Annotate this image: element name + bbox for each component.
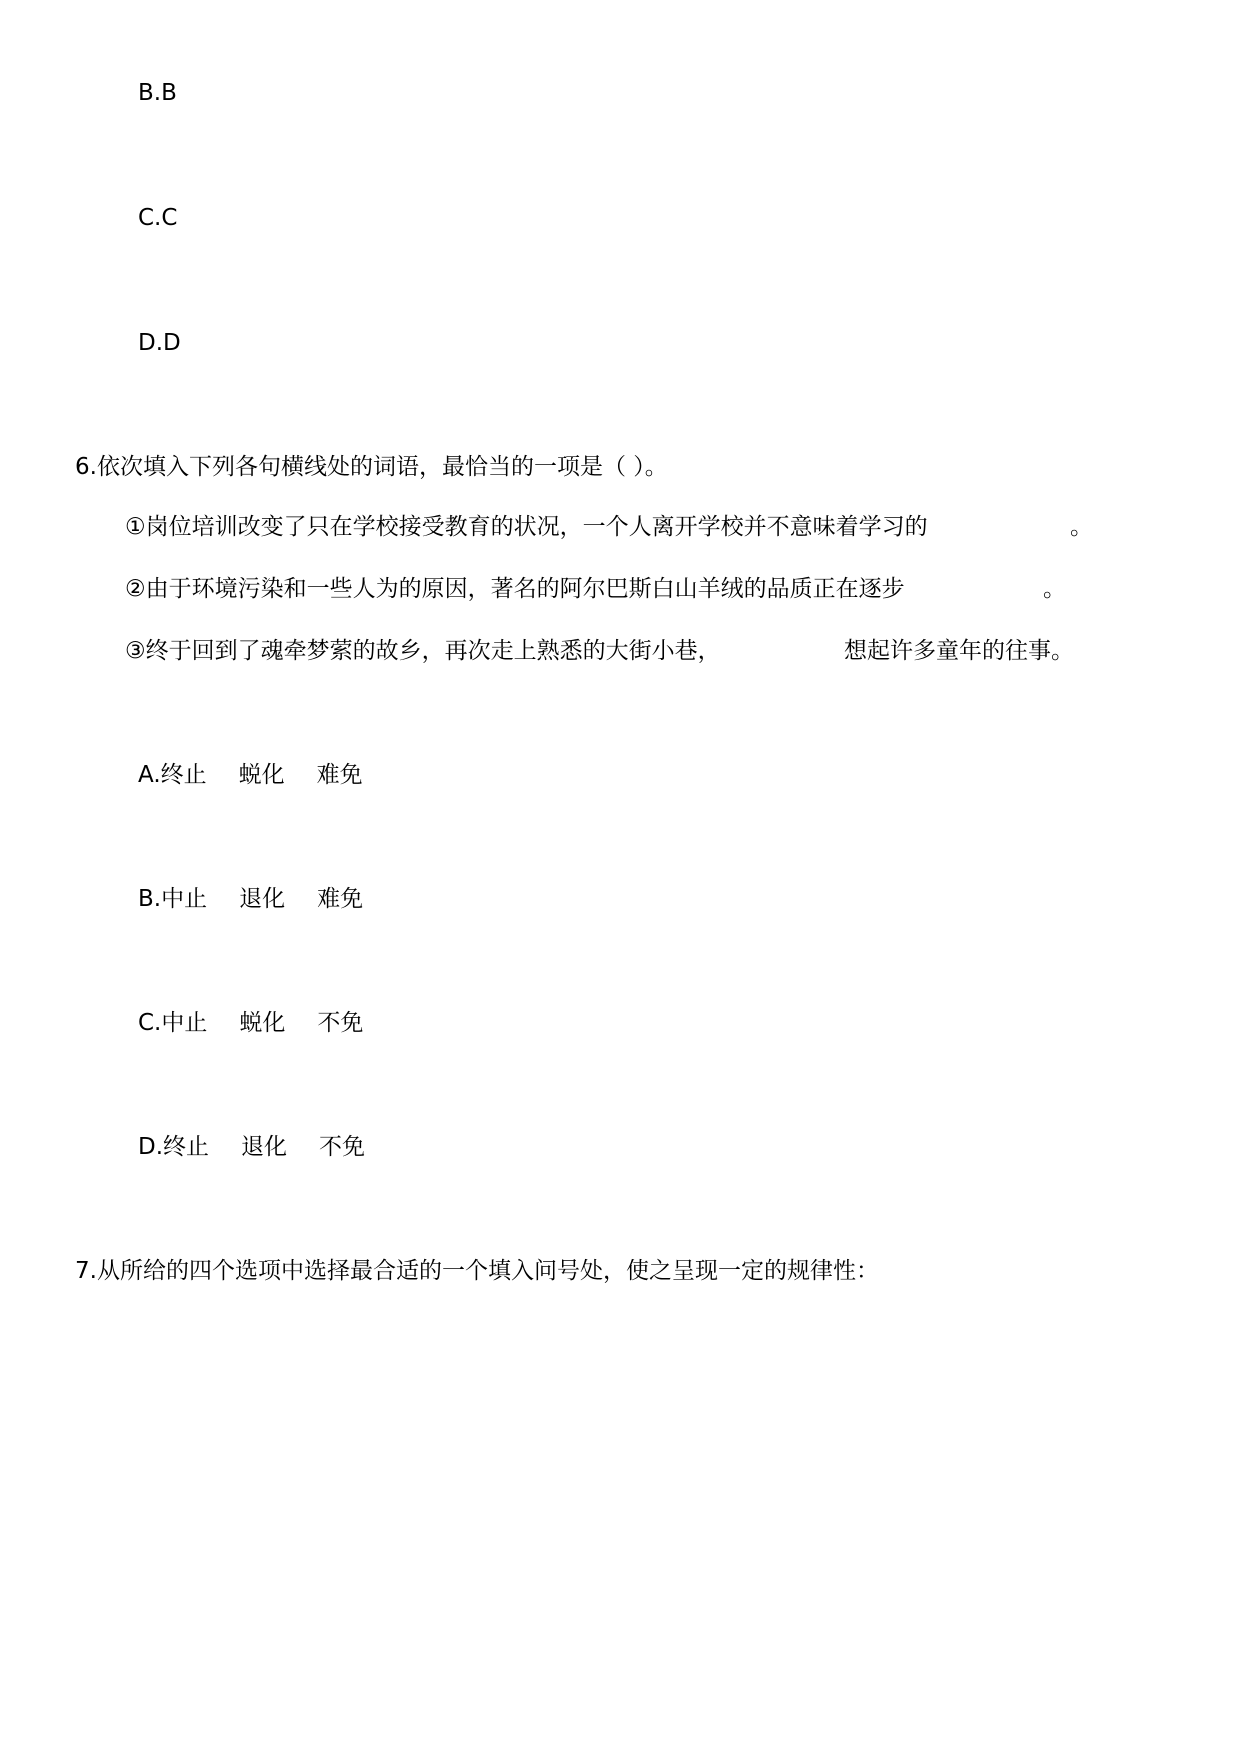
prev-option-c: C.C bbox=[138, 205, 178, 231]
option-d-word-3: 不免 bbox=[319, 1134, 366, 1160]
question-6-sentence-1 bbox=[125, 512, 1093, 542]
sentence-3-text: ③终于回到了魂牵梦萦的故乡，再次走上熟悉的大街小巷， bbox=[125, 638, 721, 664]
option-b-word-1: 中止 bbox=[161, 886, 208, 912]
option-a-word-3: 难免 bbox=[316, 762, 363, 788]
option-c-letter: C. bbox=[138, 1010, 162, 1036]
option-d-letter: D. bbox=[138, 1134, 164, 1160]
question-6-option-a bbox=[138, 760, 363, 790]
question-6-option-d bbox=[138, 1132, 365, 1162]
sentence-3-ending: 想起许多童年的往事。 bbox=[844, 638, 1074, 664]
sentence-2-text: ②由于环境污染和一些人为的原因，著名的阿尔巴斯白山羊绒的品质正在逐步 bbox=[125, 576, 905, 602]
sentence-1-text: ①岗位培训改变了只在学校接受教育的状况，一个人离开学校并不意味着学习的 bbox=[125, 514, 928, 540]
option-b-word-3: 难免 bbox=[317, 886, 364, 912]
option-b-letter: B. bbox=[138, 886, 162, 912]
option-d-word-2: 退化 bbox=[241, 1134, 288, 1160]
option-c-word-3: 不免 bbox=[317, 1010, 364, 1036]
option-a-letter: A. bbox=[138, 762, 161, 788]
sentence-2-ending: 。 bbox=[1043, 576, 1066, 602]
question-6-stem: 6.依次填入下列各句横线处的词语，最恰当的一项是（ ）。 bbox=[75, 454, 668, 480]
option-a-word-1: 终止 bbox=[160, 762, 207, 788]
question-6-option-c bbox=[138, 1008, 363, 1038]
question-7-stem: 7.从所给的四个选项中选择最合适的一个填入问号处，使之呈现一定的规律性： bbox=[75, 1258, 879, 1284]
sentence-1-ending: 。 bbox=[1070, 514, 1093, 540]
prev-option-b: B.B bbox=[138, 80, 177, 106]
prev-option-d: D.D bbox=[138, 330, 181, 356]
question-6-sentence-2 bbox=[125, 574, 1066, 604]
option-c-word-1: 中止 bbox=[161, 1010, 208, 1036]
question-6-option-b bbox=[138, 884, 363, 914]
option-a-word-2: 蜕化 bbox=[238, 762, 285, 788]
option-b-word-2: 退化 bbox=[239, 886, 286, 912]
option-c-word-2: 蜕化 bbox=[239, 1010, 286, 1036]
question-6-sentence-3 bbox=[125, 636, 1074, 666]
option-d-word-1: 终止 bbox=[163, 1134, 210, 1160]
